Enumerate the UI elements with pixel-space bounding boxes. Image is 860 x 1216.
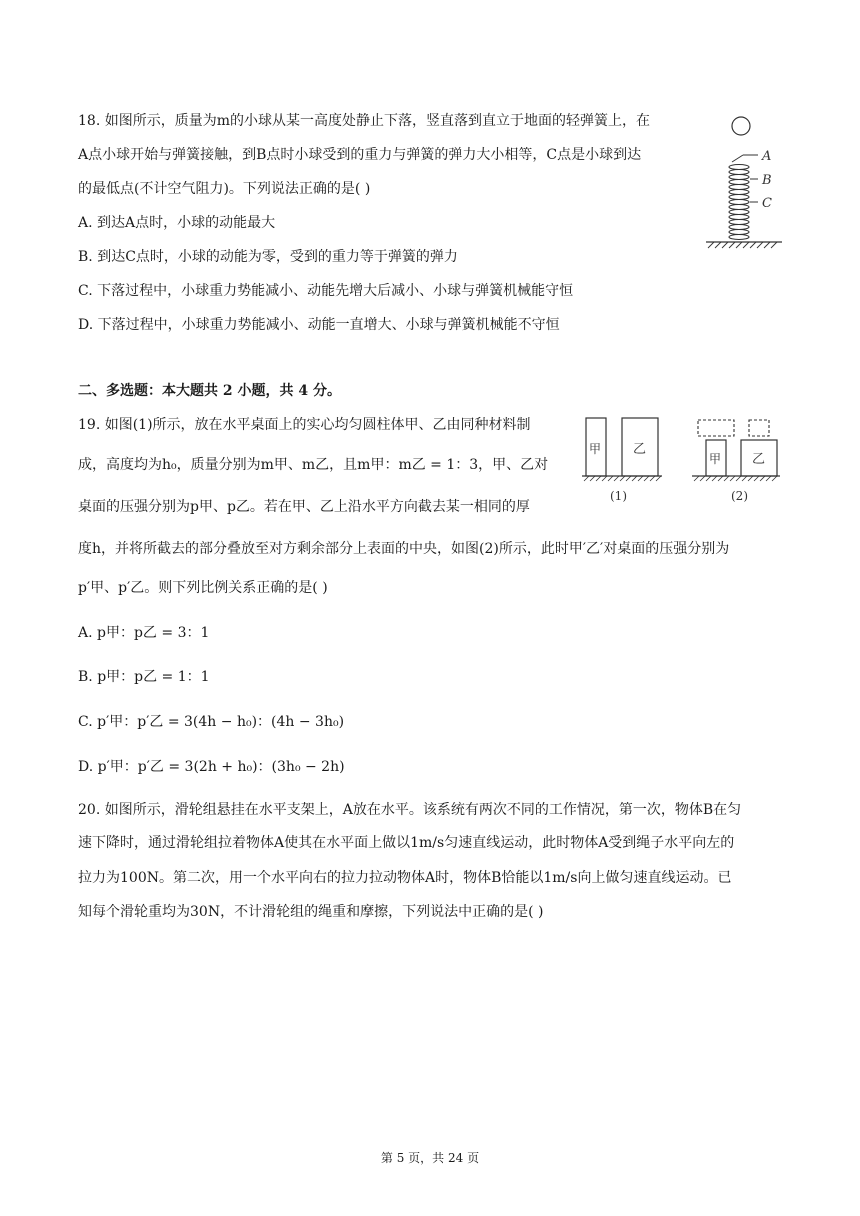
label-a: A — [762, 149, 772, 164]
q19-stem-line-2: 成，高度均为h₀，质量分别为m甲、m乙，且m甲：m乙 = 1：3，甲、乙对 — [78, 457, 549, 473]
label-c: C — [762, 196, 772, 211]
label-yi-2: 乙 — [752, 452, 766, 467]
q18-stem-line-1: 18. 如图所示，质量为m的小球从某一高度处静止下落，竖直落到直立于地面的轻弹簧上，在 — [78, 113, 650, 129]
q19-option-a[interactable]: A. p甲：p乙 = 3：1 — [78, 625, 210, 641]
q18-option-c[interactable]: C. 下落过程中，小球重力势能减小、动能先增大后减小、小球与弹簧机械能守恒 — [78, 283, 574, 299]
q19-option-c[interactable]: C. p′甲：p′乙 = 3(4h − h₀)：(4h − 3h₀) — [78, 714, 345, 730]
q18-option-d[interactable]: D. 下落过程中，小球重力势能减小、动能一直增大、小球与弹簧机械能不守恒 — [78, 317, 560, 333]
section-heading: 二、多选题：本大题共 2 小题，共 4 分。 — [78, 383, 341, 399]
q18-stem-line-2: A点小球开始与弹簧接触，到B点时小球受到的重力与弹簧的弹力大小相等，C点是小球到达 — [78, 147, 642, 163]
q19-option-d[interactable]: D. p′甲：p′乙 = 3(2h + h₀)：(3h₀ − 2h) — [78, 759, 345, 775]
caption-2: (2) — [731, 489, 748, 503]
q19-stem-line-1: 19. 如图(1)所示，放在水平桌面上的实心均匀圆柱体甲、乙由同种材料制 — [78, 417, 531, 433]
q20-stem-line-4: 知每个滑轮重均为30N，不计滑轮组的绳重和摩擦，下列说法中正确的是( ) — [78, 904, 544, 920]
ground-hatch-2 — [694, 476, 777, 481]
ground-hatch-1 — [584, 476, 661, 481]
q18-option-a[interactable]: A. 到达A点时，小球的动能最大 — [78, 215, 276, 231]
q19-stem-line-4: 度h，并将所截去的部分叠放至对方剩余部分上表面的中央，如图(2)所示，此时甲′乙′对桌面的压强分别为 — [78, 541, 730, 557]
q20-stem-line-2: 速下降时，通过滑轮组拉着物体A使其在水平面上做以1m/s匀速直线运动，此时物体A受到绳子水平向左的 — [78, 835, 735, 851]
label-jia-1: 甲 — [589, 442, 602, 456]
caption-1: (1) — [610, 489, 627, 503]
q18-stem-line-3: 的最低点(不计空气阻力)。下列说法正确的是( ) — [78, 181, 371, 197]
label-b: B — [762, 173, 772, 188]
q19-option-b[interactable]: B. p甲：p乙 = 1：1 — [78, 669, 210, 685]
spring-coil — [729, 165, 749, 240]
ground-hatch — [708, 242, 777, 248]
label-jia-2: 甲 — [709, 452, 722, 466]
label-yi-1: 乙 — [633, 442, 647, 457]
spring-ball-figure — [700, 112, 790, 254]
cylinders-figure — [580, 412, 790, 507]
stacked-piece-on-yi — [749, 420, 769, 436]
stacked-piece-on-jia — [698, 420, 734, 436]
q18-option-b[interactable]: B. 到达C点时，小球的动能为零，受到的重力等于弹簧的弹力 — [78, 249, 458, 265]
q19-stem-line-5: p′甲、p′乙。则下列比例关系正确的是( ) — [78, 580, 328, 596]
q19-stem-line-3: 桌面的压强分别为p甲、p乙。若在甲、乙上沿水平方向截去某一相同的厚 — [78, 499, 530, 515]
q20-stem-line-1: 20. 如图所示，滑轮组悬挂在水平支架上，A放在水平。该系统有两次不同的工作情况，第一次，物体B在匀 — [78, 802, 742, 818]
page-number-footer: 第 5 页，共 24 页 — [380, 1151, 480, 1165]
ball-icon — [732, 117, 750, 135]
q20-stem-line-3: 拉力为100N。第二次，用一个水平向右的拉力拉动物体A时，物体B恰能以1m/s向上做匀速直线运动。已 — [78, 870, 732, 886]
